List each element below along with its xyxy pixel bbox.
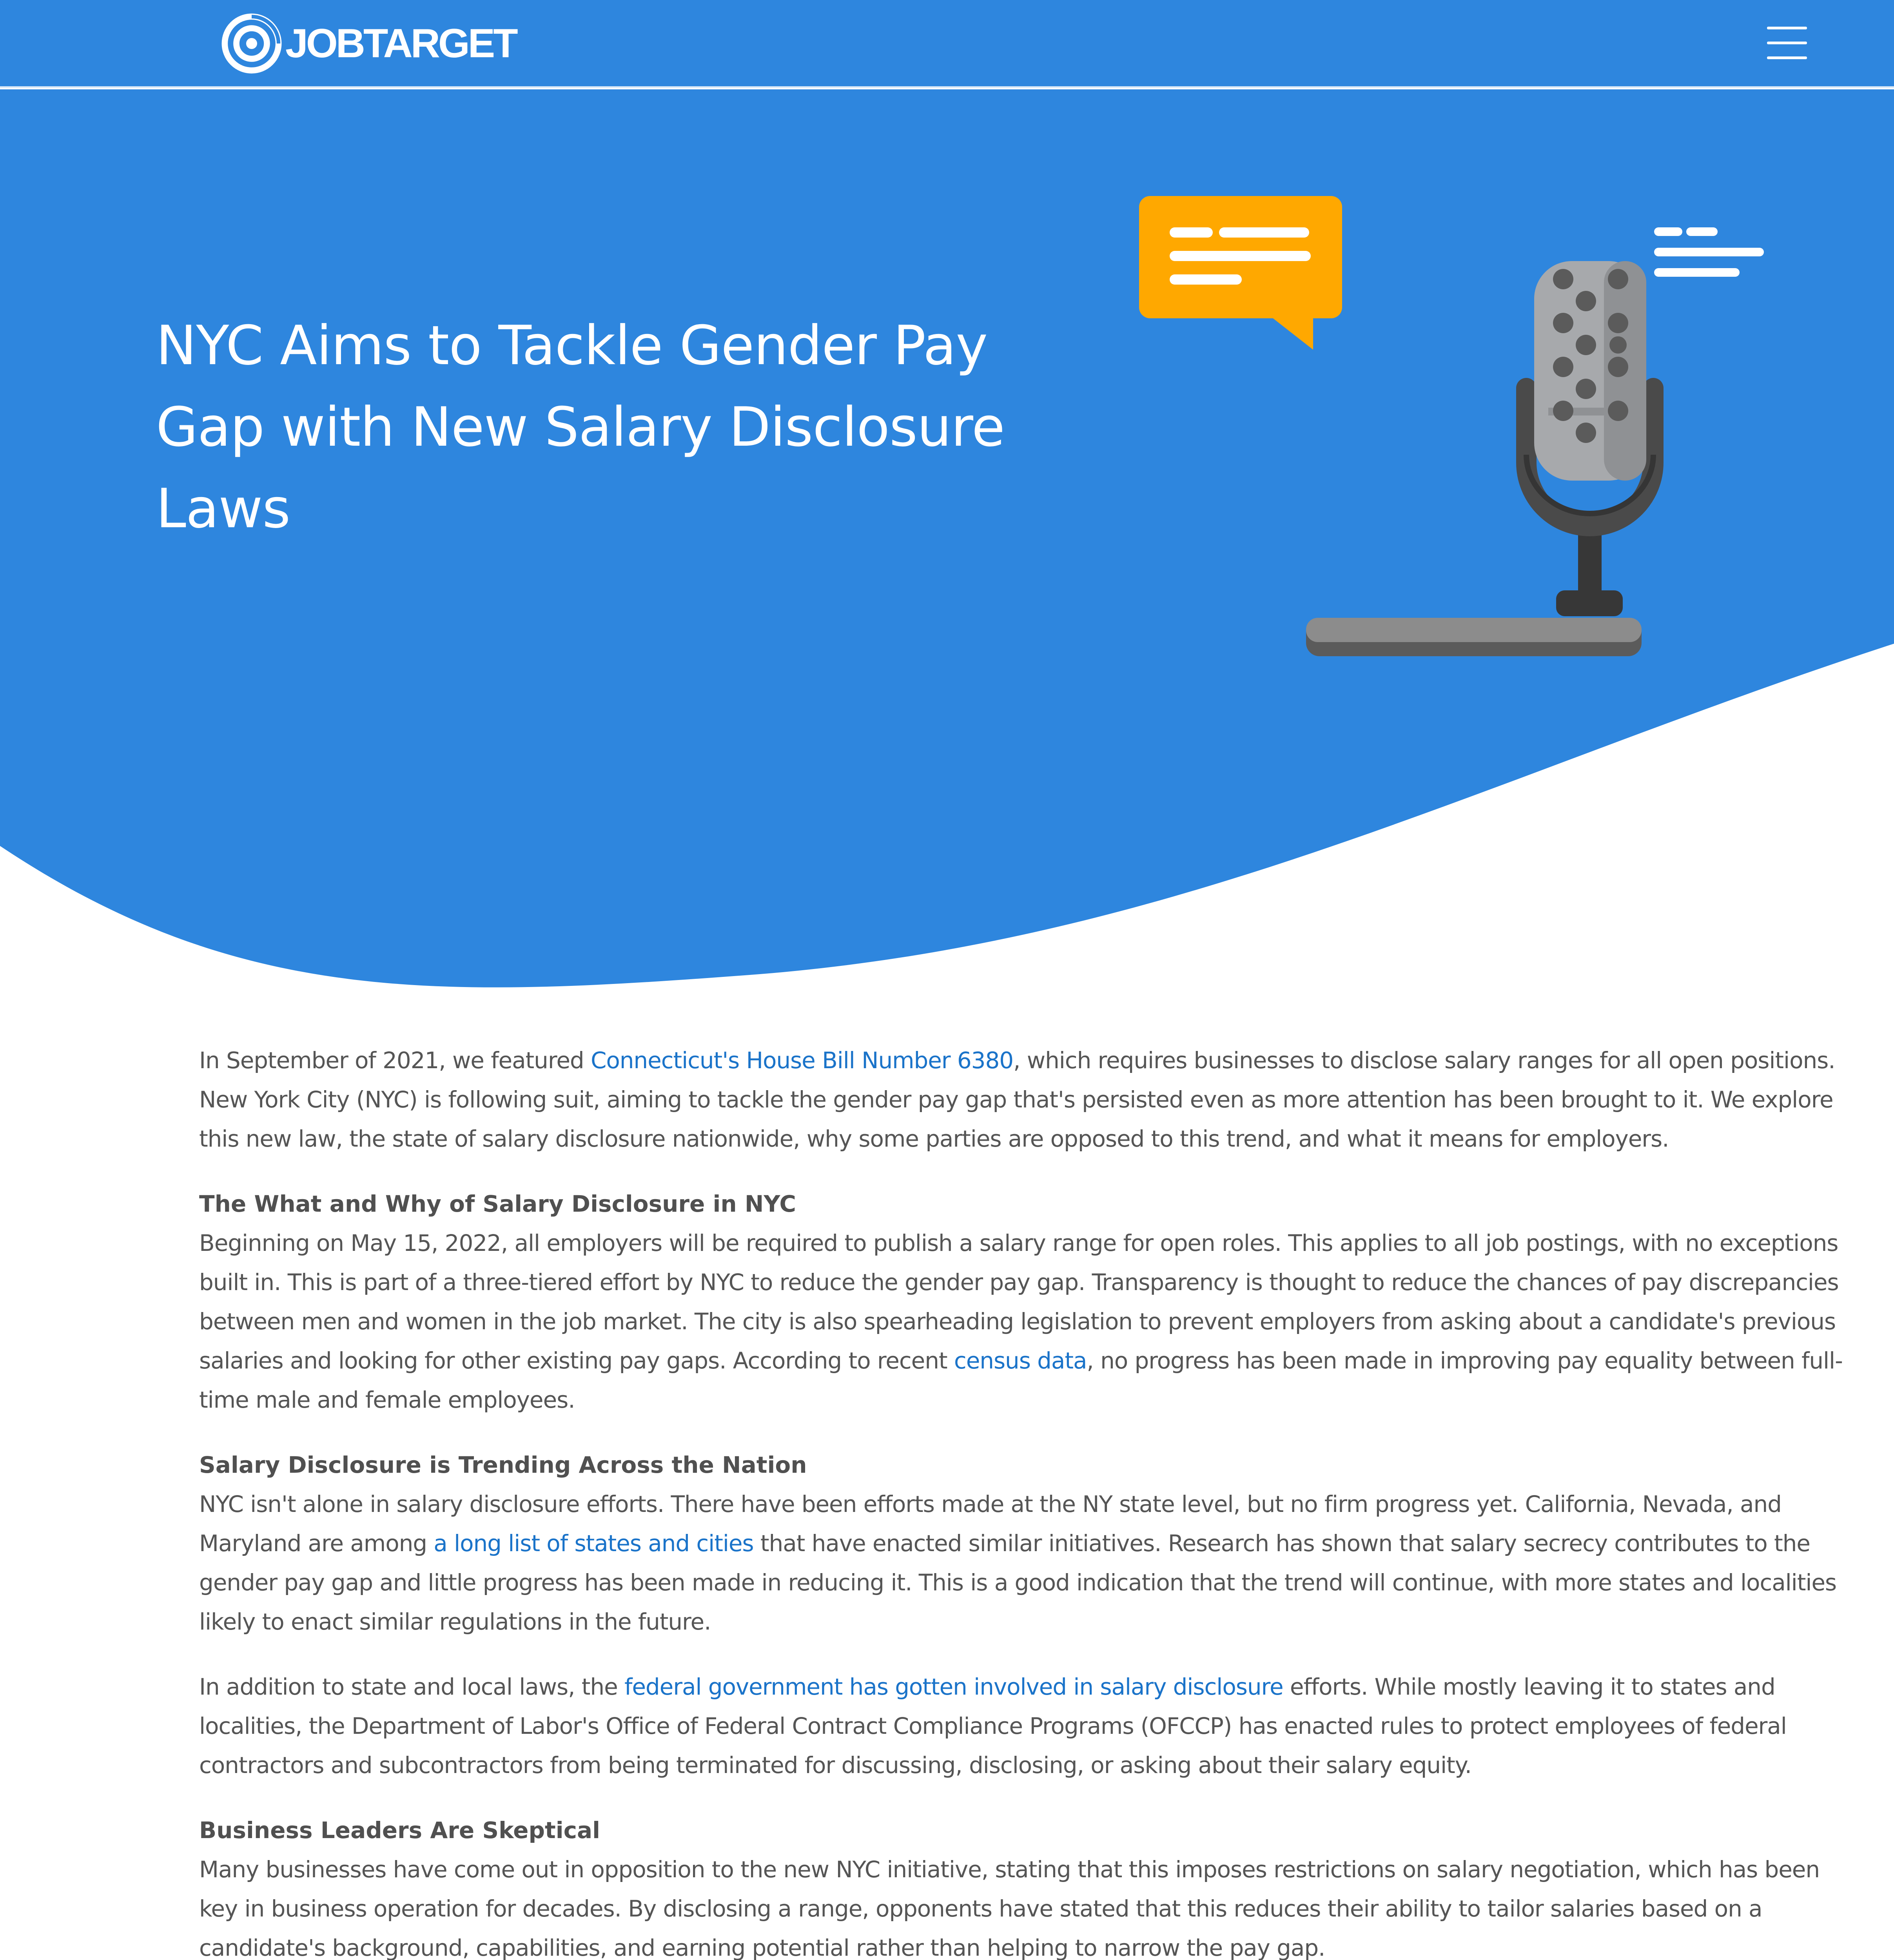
section-paragraph xyxy=(199,1667,1849,1785)
section-heading-what-and-why: The What and Why of Salary Disclosure in NYC xyxy=(199,1191,796,1217)
section-heading-skeptical: Business Leaders Are Skeptical xyxy=(199,1817,600,1844)
text-lines-icon xyxy=(1654,227,1764,277)
section-heading-trending: Salary Disclosure is Trending Across the Nation xyxy=(199,1452,807,1478)
section-text-continued: that have enacted similar initiatives. Research has shown that salary secrecy contributes to the gender pay gap and little progress has been made in reducing it. This is a good indication that the trend will continue, with more states and localities likely to enact similar regulations in the future. xyxy=(199,1530,1837,1635)
section-paragraph: Many businesses have come out in opposition to the new NYC initiative, stating that this imposes restrictions on salary negotiation, which has been key in business operation for decades. By disclosing a range, opponents have stated that this reduces their ability to tailor salaries based on a candidate's background, capabilities, and earning potential rather than helping to narrow the pay gap. xyxy=(199,1856,1820,1960)
section-text: In addition to state and local laws, the xyxy=(199,1673,624,1700)
section-paragraph xyxy=(199,1223,1849,1419)
section-text-continued: , no progress has been made in improving pay equality between full-time male and female employees. xyxy=(199,1347,1843,1413)
article-body xyxy=(199,1041,1849,1960)
page-title: NYC Aims to Tackle Gender Pay Gap with New Salary Disclosure Laws xyxy=(156,314,1005,540)
section-text-continued: efforts. While mostly leaving it to states and localities, the Department of Labor's Office of Federal Contract Compliance Programs (OFCCP) has enacted rules to protect employees of federal contractors and subcontractors from being terminated for discussing, disclosing, or asking about their salary equity. xyxy=(199,1673,1787,1779)
hamburger-menu-button[interactable] xyxy=(1767,26,1807,60)
target-logo-icon xyxy=(221,13,282,74)
section-text: Beginning on May 15, 2022, all employers will be required to publish a salary range for open roles. This applies to all job postings, with no exceptions built in. This is part of a three-tiered effort by NYC to reduce the gender pay gap. Transparency is thought to reduce the chances of pay discrepancies between men and women in the job market. The city is also spearheading legislation to prevent employers from asking about a candidate's previous salaries and looking for other existing pay gaps. According to recent xyxy=(199,1230,1839,1374)
section-text: NYC isn't alone in salary disclosure efforts. There have been efforts made at the NY state level, but no firm progress yet. California, Nevada, and Maryland are among xyxy=(199,1491,1782,1557)
intro-text: In September of 2021, we featured xyxy=(199,1047,591,1074)
census-data-link[interactable]: census data xyxy=(954,1347,1087,1374)
speech-bubble-icon xyxy=(1139,196,1342,350)
section-paragraph xyxy=(199,1485,1849,1641)
intro-paragraph xyxy=(199,1041,1849,1158)
logo-text: JOBTARGET xyxy=(285,21,516,66)
hamburger-menu-icon xyxy=(1767,26,1807,60)
connecticut-bill-link[interactable]: Connecticut's House Bill Number 6380 xyxy=(590,1047,1014,1074)
logo-link[interactable] xyxy=(221,13,516,74)
states-and-cities-link[interactable]: a long list of states and cities xyxy=(434,1530,754,1557)
intro-text-continued: , which requires businesses to disclose salary ranges for all open positions. New York City (NYC) is following suit, aiming to tackle the gender pay gap that's persisted even as more attention has been brought to it. We explore this new law, the state of salary disclosure nationwide, why some parties are opposed to this trend, and what it means for employers. xyxy=(199,1047,1835,1152)
federal-government-link[interactable]: federal government has gotten involved in salary disclosure xyxy=(624,1673,1283,1700)
top-navigation-bar xyxy=(0,0,1894,88)
podcast-microphone-illustration xyxy=(1129,188,1780,674)
